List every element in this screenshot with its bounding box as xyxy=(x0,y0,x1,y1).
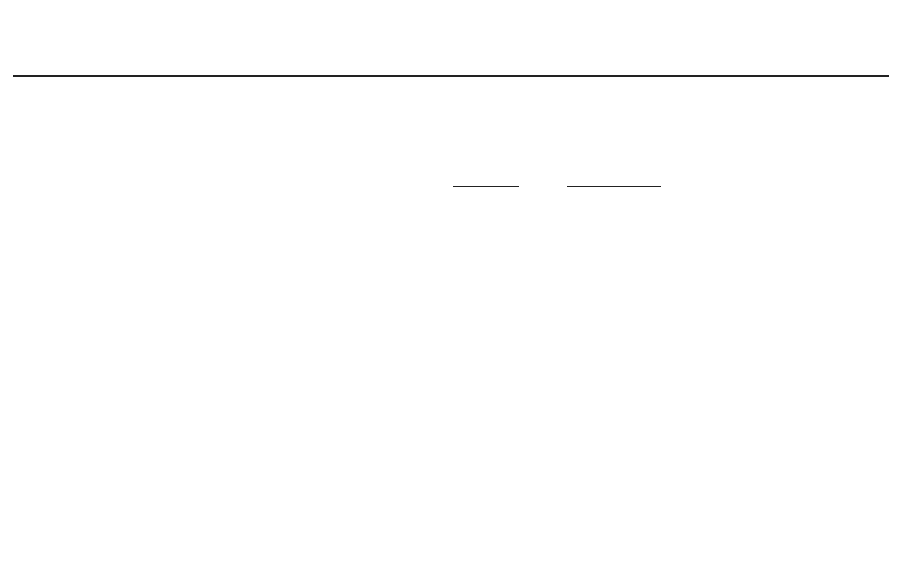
header-divider xyxy=(13,75,889,77)
underline-q1-current xyxy=(453,186,519,187)
underline-q1-prior xyxy=(567,186,661,187)
